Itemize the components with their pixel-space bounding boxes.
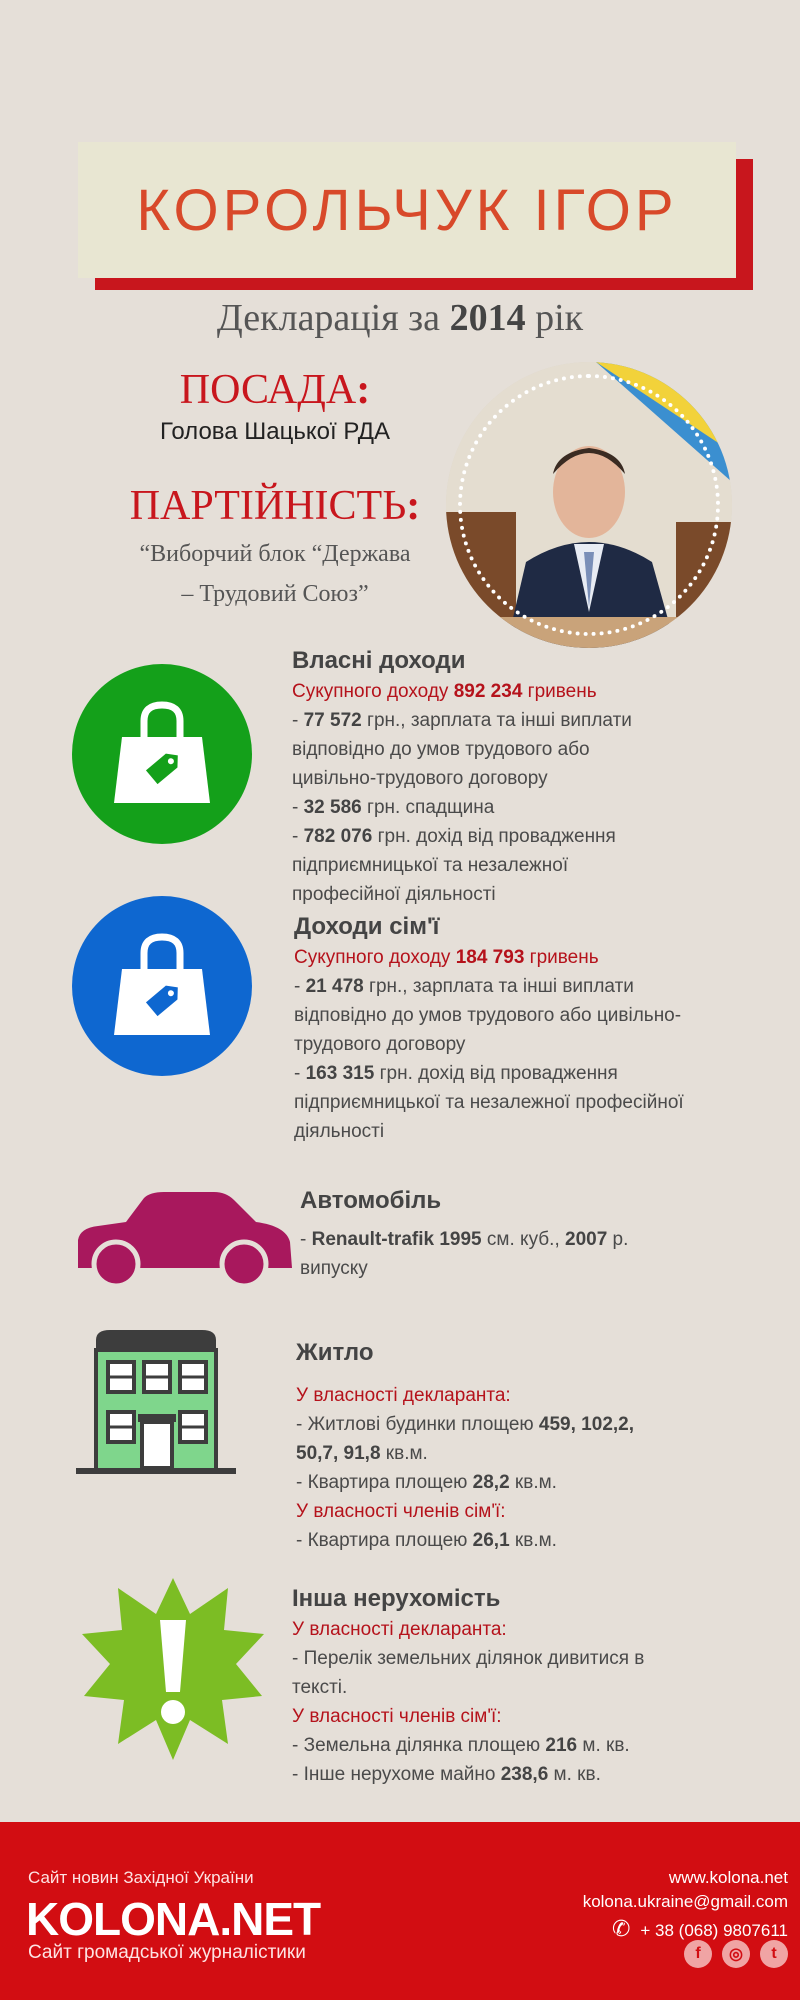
other-property-line-2: тексті.: [292, 1677, 348, 1698]
other-property-line-4: - Інше нерухоме майно 238,6 м. кв.: [292, 1764, 601, 1785]
party-line-1: “Виборчий блок “Держава: [139, 541, 411, 567]
own-income-item-1: - 77 572 грн., зарплата та інші виплати: [292, 710, 632, 731]
family-income-item-2-line-2: підприємницької та незалежної професійної: [294, 1092, 684, 1113]
car-icon: [74, 1190, 294, 1289]
own-income-item-3-line-3: професійної діяльності: [292, 884, 496, 905]
party-value: [100, 534, 450, 614]
building-icon: [76, 1326, 236, 1481]
footer-subtitle: Сайт громадської журналістики: [28, 1942, 306, 1963]
instagram-icon[interactable]: ◎: [722, 1940, 750, 1968]
footer-logo[interactable]: KOLONA.NET: [26, 1893, 321, 1945]
declaration-subtitle: [0, 296, 800, 340]
family-income-heading: Доходи сім'ї: [294, 913, 440, 940]
subtitle-prefix: Декларація за: [216, 297, 441, 339]
family-income-item-1: - 21 478 грн., зарплата та інші виплати: [294, 976, 634, 997]
car-block: [300, 1186, 730, 1283]
party-line-2: – Трудовий Союз”: [181, 581, 369, 607]
position-label: ПОСАДА:: [179, 367, 371, 413]
shopping-bag-icon: [72, 896, 252, 1076]
own-income-item-1-line-3: цивільно-трудового договору: [292, 768, 548, 789]
family-income-item-1-line-3: трудового договору: [294, 1034, 466, 1055]
own-income-heading: Власні доходи: [292, 647, 466, 674]
title-box: [78, 142, 736, 278]
housing-heading: Житло: [296, 1339, 374, 1366]
photo-dotted-ring: [458, 374, 720, 636]
party-label: ПАРТІЙНІСТЬ:: [129, 483, 421, 529]
social-links: [684, 1940, 788, 1968]
housing-owner-label: У власності декларанта:: [296, 1385, 511, 1406]
other-property-heading: Інша нерухомість: [292, 1585, 501, 1612]
family-income-total: Сукупного доходу 184 793 гривень: [294, 947, 599, 968]
other-property-owner-label: У власності декларанта:: [292, 1619, 507, 1640]
subtitle-suffix: рік: [535, 297, 584, 339]
footer-email-link[interactable]: kolona.ukraine@gmail.com: [582, 1892, 788, 1911]
own-income-block: [292, 646, 762, 909]
footer-site-link[interactable]: www.kolona.net: [668, 1868, 788, 1887]
other-property-family-label: У власності членів сім'ї:: [292, 1706, 502, 1727]
footer: [0, 1822, 800, 2000]
title-banner: [78, 142, 736, 290]
own-income-item-3: - 782 076 грн. дохід від провадження: [292, 826, 616, 847]
car-details: - Renault-trafik 1995 см. куб., 2007 р.: [300, 1229, 629, 1250]
phone-icon: ✆: [611, 1916, 631, 1941]
own-income-total: Сукупного доходу 892 234 гривень: [292, 681, 597, 702]
other-property-line-1: - Перелік земельних ділянок дивитися в: [292, 1648, 645, 1669]
own-income-item-2: - 32 586 грн. спадщина: [292, 797, 495, 818]
housing-block: [296, 1338, 736, 1555]
own-income-item-3-line-2: підприємницької та незалежної: [292, 855, 569, 876]
twitter-icon[interactable]: t: [760, 1940, 788, 1968]
shopping-bag-icon: [72, 664, 252, 844]
exclamation-burst-icon: [78, 1574, 268, 1769]
family-income-block: [294, 912, 774, 1146]
housing-line-3: - Квартира площею 28,2 кв.м.: [296, 1472, 557, 1493]
other-property-block: [292, 1584, 732, 1789]
housing-line-2: 50,7, 91,8 кв.м.: [296, 1443, 428, 1464]
footer-phone[interactable]: ✆ + 38 (068) 9807611: [611, 1916, 788, 1941]
car-heading: Автомобіль: [300, 1187, 442, 1214]
footer-tagline: Сайт новин Західної України: [28, 1868, 254, 1887]
subtitle-year: 2014: [449, 297, 526, 339]
family-income-item-2: - 163 315 грн. дохід від провадження: [294, 1063, 618, 1084]
family-income-item-1-line-2: відповідно до умов трудового або цивільно-: [294, 1005, 682, 1026]
housing-line-4: - Квартира площею 26,1 кв.м.: [296, 1530, 557, 1551]
family-income-item-2-line-3: діяльності: [294, 1121, 385, 1142]
other-property-line-3: - Земельна ділянка площею 216 м. кв.: [292, 1735, 630, 1756]
housing-line-1: - Житлові будинки площею 459, 102,2,: [296, 1414, 635, 1435]
position-value: Голова Шацької РДА: [159, 418, 391, 445]
housing-family-label: У власності членів сім'ї:: [296, 1501, 506, 1522]
car-details-line-2: випуску: [300, 1258, 368, 1279]
own-income-item-1-line-2: відповідно до умов трудового або: [292, 739, 590, 760]
facebook-icon[interactable]: f: [684, 1940, 712, 1968]
page-title: КОРОЛЬЧУК ІГОР: [136, 177, 678, 243]
